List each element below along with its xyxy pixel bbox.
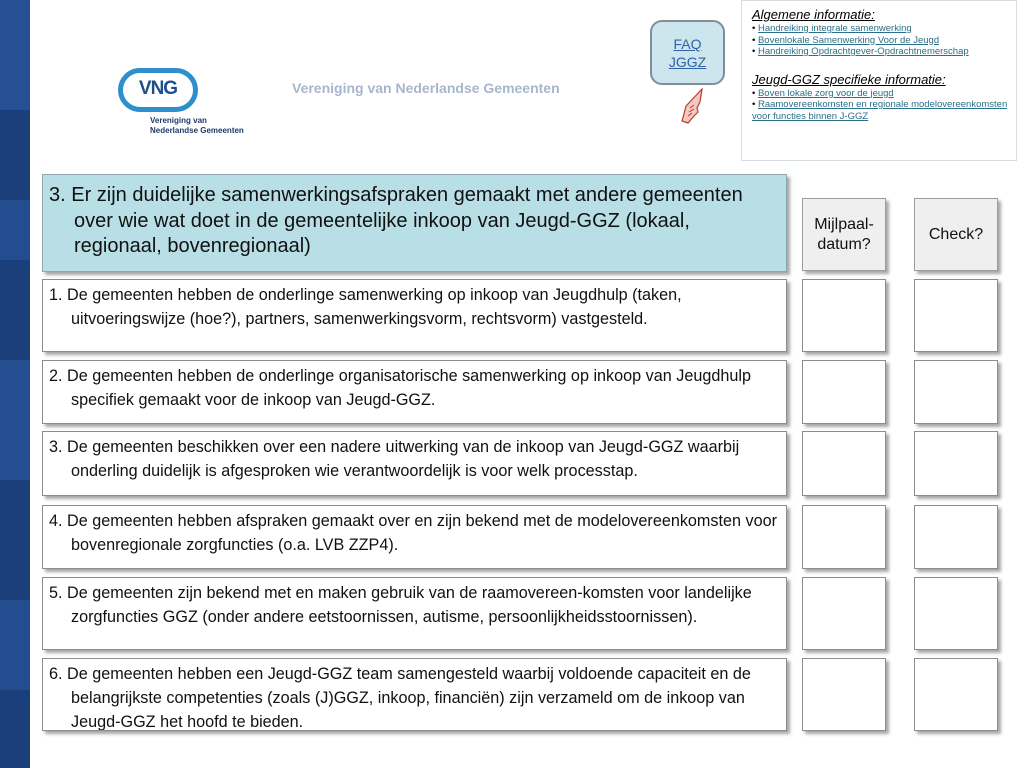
- pointing-hand-icon: [678, 88, 706, 124]
- milestone-date-cell-4[interactable]: [802, 505, 886, 569]
- general-link-item: • Handreiking Opdrachtgever-Opdrachtnemerschap: [752, 46, 969, 57]
- criterion-row-5: [42, 577, 787, 650]
- criterion-text: 6. De gemeenten hebben een Jeugd-GGZ team samengesteld waarbij voldoende capaciteit en de belangrijkste competenties (zoals (J)GGZ, inkoop, financiën) zijn verzameld om de inkoop van Jeugd-GGZ het hoofd te bieden.: [49, 665, 751, 731]
- general-link-item: • Bovenlokale Samenwerking Voor de Jeugd: [752, 34, 940, 46]
- logo-subtitle: [150, 116, 244, 136]
- criterion-text: 2. De gemeenten hebben de onderlinge organisatorische samenwerking op inkoop van Jeugdhulp specifiek gemaakt voor de inkoop van Jeugd-GGZ.: [49, 367, 751, 409]
- criterion-row-6: [42, 658, 787, 731]
- check-cell-1[interactable]: [914, 279, 998, 352]
- criterion-text: 1. De gemeenten hebben de onderlinge samenwerking op inkoop van Jeugdhulp (taken, uitvoeringswijze (hoe?), partners, samenwerkingsvorm, rechtsvorm) vastgesteld.: [49, 286, 682, 328]
- general-link-item: • Handreiking integrale samenwerking: [752, 23, 912, 34]
- link-boven-lokale-zorg[interactable]: Boven lokale zorg voor de jeugd: [757, 87, 894, 99]
- link-raamovereenkomsten[interactable]: Raamovereenkomsten en regionale modelovereenkomsten voor functies binnen J-GGZ: [752, 99, 1008, 122]
- milestone-date-cell-6[interactable]: [802, 658, 886, 731]
- check-cell-2[interactable]: [914, 360, 998, 424]
- specific-info-heading: Jeugd-GGZ specifieke informatie:: [752, 71, 946, 87]
- criterion-text: 4. De gemeenten hebben afspraken gemaakt over en zijn bekend met de modelovereenkomsten voor bovenregionale zorgfuncties (o.a. LVB ZZP4).: [49, 512, 777, 554]
- faq-jggz-button[interactable]: [650, 20, 725, 85]
- check-cell-3[interactable]: [914, 431, 998, 496]
- logo-subtitle-line2: Nederlandse Gemeenten: [150, 126, 244, 135]
- criterion-text: 5. De gemeenten zijn bekend met en maken gebruik van de raamovereen-komsten voor landelijke zorgfuncties GGZ (onder andere eetstoornissen, autisme, persoonlijkheidsstoornissen).: [49, 584, 752, 626]
- criterion-text: 3. De gemeenten beschikken over een nadere uitwerking van de inkoop van Jeugd-GGZ waarbij onderling duidelijk is afgesproken wie verantwoordelijk is voor welk processtap.: [49, 438, 740, 480]
- criterion-row-2: [42, 360, 787, 424]
- specific-link-item: • Raamovereenkomsten en regionale modelovereenkomsten voor functies binnen J-GGZ: [752, 99, 1008, 122]
- link-opdrachtgever-opdrachtnemerschap[interactable]: Handreiking Opdrachtgever-Opdrachtnemerschap: [757, 46, 969, 57]
- check-cell-4[interactable]: [914, 505, 998, 569]
- info-panel: [741, 0, 1017, 161]
- check-column-header: [914, 198, 998, 271]
- criterion-row-1: [42, 279, 787, 352]
- check-cell-5[interactable]: [914, 577, 998, 650]
- organization-name: Vereniging van Nederlandse Gemeenten: [292, 80, 560, 96]
- specific-link-item: • Boven lokale zorg voor de jeugd: [752, 87, 894, 99]
- link-bovenlokale-samenwerking[interactable]: Bovenlokale Samenwerking Voor de Jeugd: [757, 34, 940, 46]
- main-question-text: 3. Er zijn duidelijke samenwerkingsafspraken gemaakt met andere gemeenten over wie wat doet in de gemeentelijke inkoop van Jeugd-GGZ (lokaal, regionaal, bovenregionaal): [49, 184, 743, 257]
- general-info-heading: Algemene informatie:: [752, 7, 875, 22]
- milestone-date-cell-2[interactable]: [802, 360, 886, 424]
- main-question-box: [42, 174, 787, 272]
- vng-logo: [118, 68, 258, 138]
- milestone-date-cell-1[interactable]: [802, 279, 886, 352]
- check-cell-6[interactable]: [914, 658, 998, 731]
- milestone-date-cell-3[interactable]: [802, 431, 886, 496]
- milestone-date-label: Mijlpaal-datum?: [814, 215, 874, 253]
- check-label: Check?: [928, 225, 984, 243]
- left-decorative-band: [0, 0, 30, 768]
- logo-letters: VNG: [138, 78, 178, 99]
- criterion-row-4: [42, 505, 787, 569]
- milestone-date-cell-5[interactable]: [802, 577, 886, 650]
- milestone-date-column-header: [802, 198, 886, 271]
- link-handreiking-integrale-samenwerking[interactable]: Handreiking integrale samenwerking: [757, 23, 912, 34]
- faq-label-line2: JGGZ: [668, 54, 707, 70]
- faq-label-line1: FAQ: [673, 36, 702, 52]
- logo-subtitle-line1: Vereniging van: [150, 116, 207, 125]
- criterion-row-3: [42, 431, 787, 496]
